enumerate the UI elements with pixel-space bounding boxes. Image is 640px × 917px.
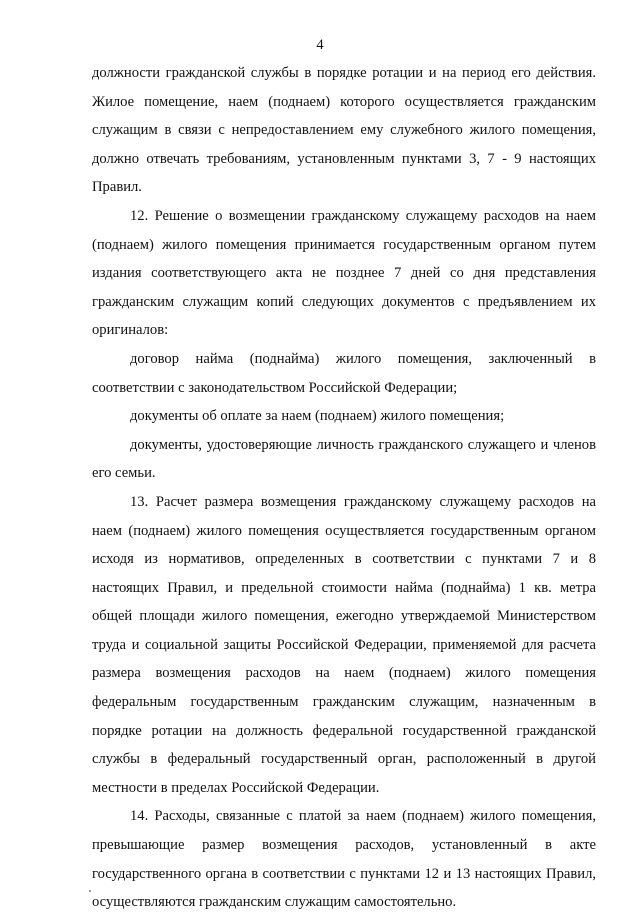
document-body xyxy=(92,59,596,917)
paragraph-continuation: должности гражданской службы в порядке ротации и на период его действия. Жилое помещение, наем (поднаем) которого осуществляется гражданским служащим в связи с непредоставлением ему служебного жилого помещения, должно отвечать требованиям, установленным пунктами 3, 7 - 9 настоящих Правил. xyxy=(92,65,596,196)
paragraph-item-12: 12. Решение о возмещении гражданскому служащему расходов на наем (поднаем) жилого помещения принимается государственным органом путем издания соответствующего акта не позднее 7 дней со дня представления гражданским служащим копий следующих документов с предъявлением их оригиналов: xyxy=(92,207,596,339)
paragraph-list-contract: договор найма (поднайма) жилого помещения, заключенный в соответствии с законодательством Российской Федерации; xyxy=(92,350,596,396)
paragraph-list-identity: документы, удостоверяющие личность гражданского служащего и членов его семьи. xyxy=(92,436,596,482)
paragraph-item-13: 13. Расчет размера возмещения гражданскому служащему расходов на наем (поднаем) жилого помещения осуществляется государственным органом исходя из нормативов, определенных в соответствии с пунктами 7 и 8 настоящих Правил, и предельной стоимости найма (поднайма) 1 кв. метра общей площади жилого помещения, ежегодно утверждаемой Министерством труда и социальной защиты Российской Федерации, применяемой для расчета размера возмещения расходов на наем (поднаем) жилого помещения федеральным государственным гражданским служащим, назначенным в порядке ротации на должность федеральной государственной гражданской службы в федеральный государственный орган, расположенный в другой местности в пределах Российской Федерации. xyxy=(92,493,596,796)
page-number: 4 xyxy=(316,37,324,53)
paragraph-list-payment: документы об оплате за наем (поднаем) жилого помещения; xyxy=(130,408,505,425)
paragraph-item-14: 14. Расходы, связанные с платой за наем (поднаем) жилого помещения, превышающие размер возмещения расходов, установленный в акте государственного органа в соответствии с пунктами 12 и 13 настоящих Правил, осуществляются гражданским служащим самостоятельно. xyxy=(92,808,596,911)
scan-speck xyxy=(89,890,91,892)
